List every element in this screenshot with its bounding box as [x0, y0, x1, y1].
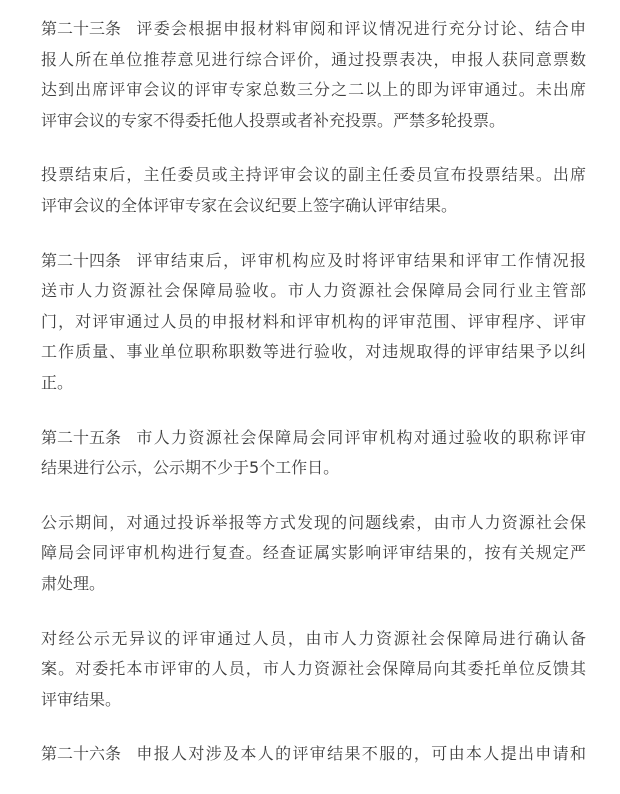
paragraph-article-23 [41, 14, 586, 136]
paragraph-article-26 [41, 739, 586, 770]
text-line: 第二十六条 申报人对涉及本人的评审结果不服的，可由本人提出申请和 [41, 739, 586, 770]
article-number: 第二十六条 [41, 744, 122, 764]
paragraph-publicity-review [41, 508, 586, 600]
text-line: 第二十四条 评审结束后，评审机构应及时将评审结果和评审工作情况报 [41, 246, 586, 277]
article-number: 第二十四条 [41, 250, 122, 270]
paragraph-confirmation [41, 624, 586, 716]
text-line: 达到出席评审会议的评审专家总数三分之二以上的即为评审通过。未出席 [41, 80, 586, 100]
text-line: 评审会议的专家不得委托他人投票或者补充投票。严禁多轮投票。 [41, 110, 506, 130]
text-line: 案。对委托本市评审的人员，市人力资源社会保障局向其委托单位反馈其 [41, 659, 586, 679]
text-line: 对经公示无异议的评审通过人员，由市人力资源社会保障局进行确认备 [41, 628, 586, 648]
text-line: 评审结果。 [41, 689, 122, 709]
text-line: 投票结束后，主任委员或主持评审会议的副主任委员宣布投票结果。出席 [41, 165, 586, 185]
text-line: 报人所在单位推荐意见进行综合评价，通过投票表决，申报人获同意票数 [41, 49, 586, 69]
text-line: 工作质量、事业单位职称职数等进行验收，对违规取得的评审结果予以纠 [41, 342, 586, 362]
text-line: 送市人力资源社会保障局验收。市人力资源社会保障局会同行业主管部 [41, 281, 586, 301]
text-line: 评审会议的全体评审专家在会议纪要上签字确认评审结果。 [41, 195, 458, 215]
text-line: 第二十三条 评委会根据申报材料审阅和评议情况进行充分讨论、结合申 [41, 14, 586, 45]
regulation-document [41, 14, 586, 794]
text-line: 肃处理。 [41, 573, 106, 593]
text-line: 公示期间，对通过投诉举报等方式发现的问题线索，由市人力资源社会保 [41, 512, 586, 532]
text-line: 障局会同评审机构进行复查。经查证属实影响评审结果的，按有关规定严 [41, 543, 586, 563]
paragraph-article-25 [41, 423, 586, 484]
text-line: 结果进行公示，公示期不少于5个工作日。 [41, 458, 340, 478]
paragraph-article-24 [41, 246, 586, 399]
text-line: 第二十五条 市人力资源社会保障局会同评审机构对通过验收的职称评审 [41, 423, 586, 454]
article-number: 第二十五条 [41, 427, 122, 447]
article-number: 第二十三条 [41, 19, 122, 38]
text-line: 正。 [41, 372, 74, 392]
paragraph-voting-result [41, 160, 586, 221]
text-line: 门，对评审通过人员的申报材料和评审机构的评审范围、评审程序、评审 [41, 311, 586, 331]
